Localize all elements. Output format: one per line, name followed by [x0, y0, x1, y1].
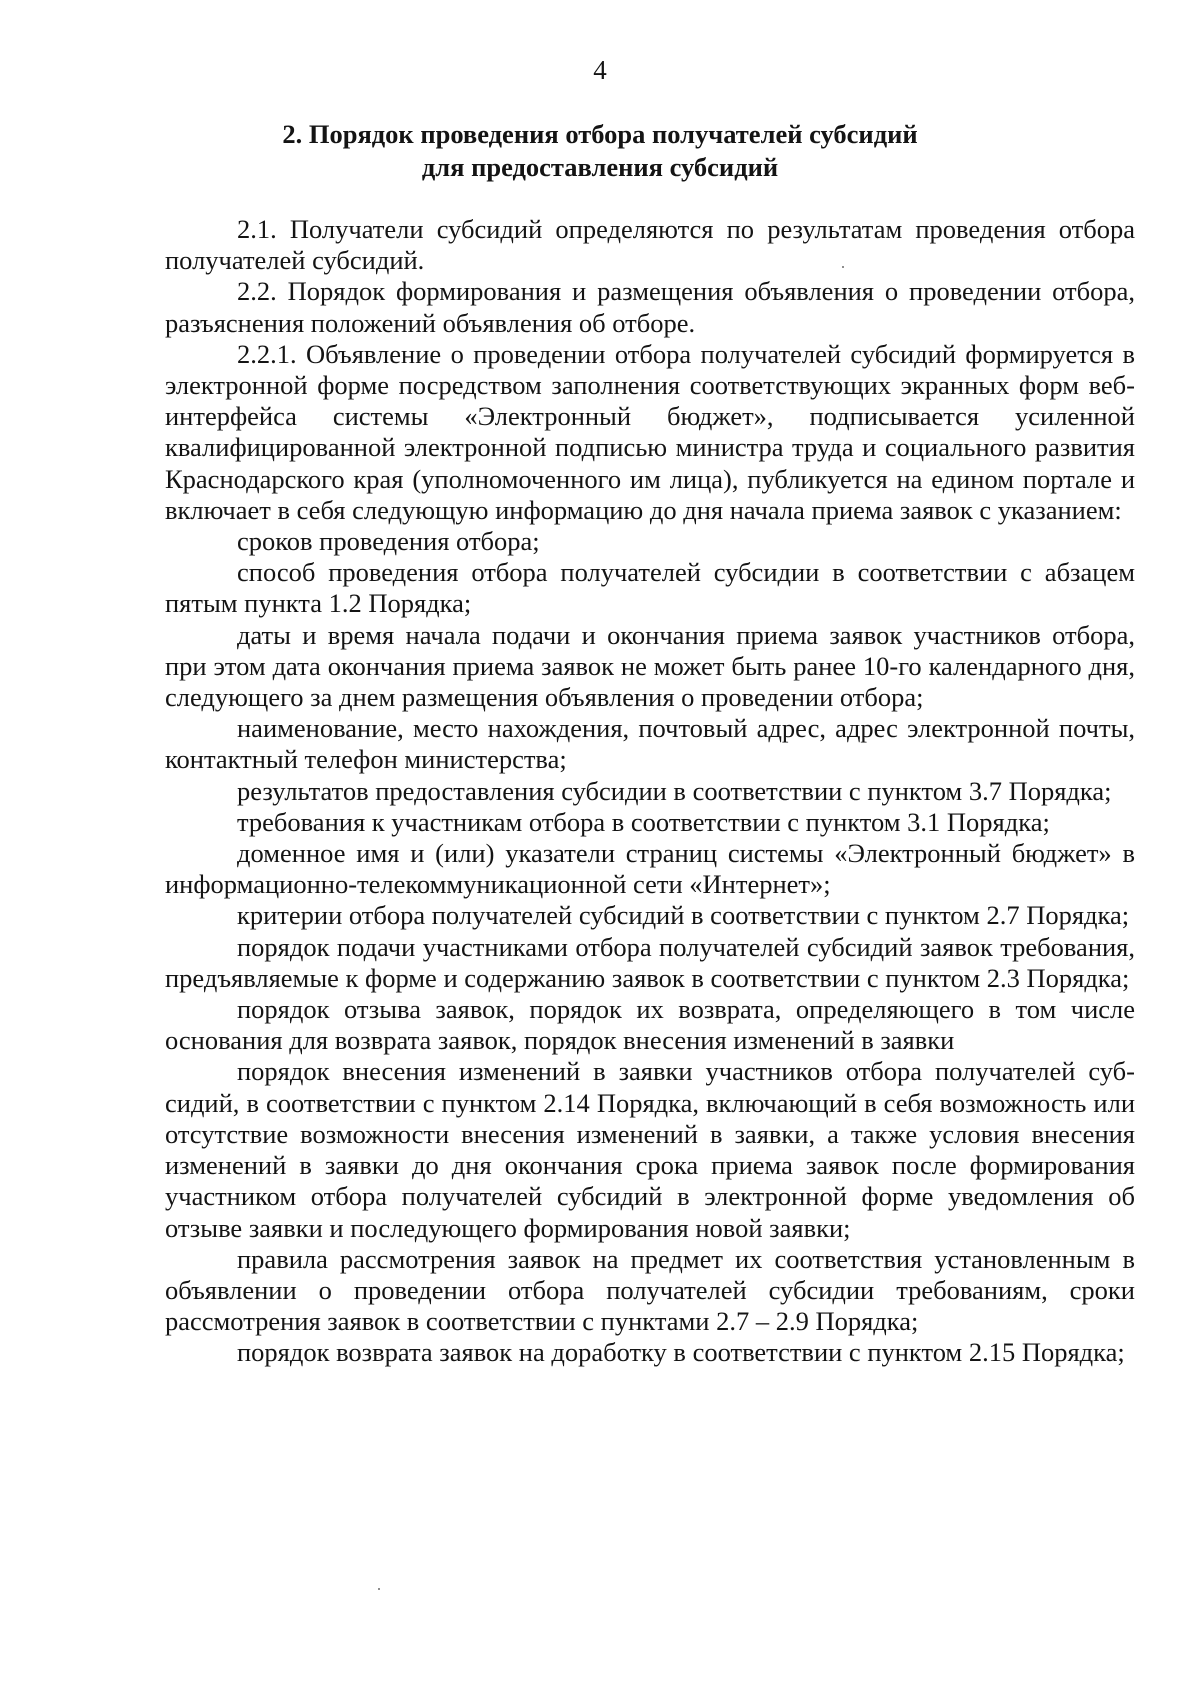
- scan-speck: [378, 1588, 380, 1590]
- list-item-return-for-revision: порядок возврата заявок на доработку в соответствии с пунктом 2.15 Порядка;: [237, 1337, 1125, 1368]
- section-heading: [150, 118, 1050, 184]
- paragraph-2-2: 2.2. Порядок формирования и размещения объявления о проведении отбора, разъяснения положений объявления об отборе.: [165, 276, 1135, 338]
- list-item-ministry-contacts: наименование, место нахождения, почтовый адрес, адрес электронной почты, контактный телефон министерства;: [165, 713, 1135, 775]
- list-item-dates: даты и время начала подачи и окончания приема заявок участников отбора, при этом дата окончания приема заявок не может быть ранее 10-го календарного дня, следующего за днем размещения объявления о проведении отбора;: [165, 619, 1135, 713]
- list-item-selection-criteria: критерии отбора получателей субсидий в соответствии с пунктом 2.7 Порядка;: [237, 900, 1130, 931]
- list-item-selection-method: способ проведения отбора получателей субсидии в соответствии с абзацем пятым пункта 1.2 Порядка;: [165, 557, 1135, 619]
- list-item-application-submission: порядок подачи участниками отбора получателей субсидий заявок требования, предъявляемые к форме и содержанию заявок в соответствии с пунктом 2.3 Порядка;: [165, 931, 1135, 993]
- list-item-domain-name: доменное имя и (или) указатели страниц системы «Электронный бюджет» в информационно-телекоммуникационной сети «Интернет»;: [165, 838, 1135, 900]
- list-item-application-changes: порядок внесения изменений в заявки участников отбора получателей субсидий, в соответствии с пунктом 2.14 Порядка, включающий в себя возможность или отсутствие возможности внесения изменений в заявки, а также условия внесения изменений в заявки до дня окончания срока приема заявок после формирования участником отбора получателей субсидий в электронной форме уведомления об отзыве заявки и последующего формирования новой заявки;: [165, 1056, 1135, 1243]
- list-item-subsidy-results: результатов предоставления субсидии в соответствии с пунктом 3.7 Порядка;: [237, 775, 1112, 806]
- document-body: [165, 214, 1135, 1369]
- list-item-application-withdrawal: порядок отзыва заявок, порядок их возврата, определяющего в том числе основания для возврата заявок, порядок внесения изменений в заявки: [165, 994, 1135, 1056]
- paragraph-2-2-1: 2.2.1. Объявление о проведении отбора получателей субсидий формируется в электронной форме посредством заполнения соответствующих экранных форм веб-интерфейса системы «Электронный бюджет», подписывается усиленной квалифицированной электронной подписью министра труда и социального развития Краснодарского края (уполномоченного им лица), публикуется на едином портале и включает в себя следующую информацию до дня начала приема заявок с указанием:: [165, 338, 1135, 525]
- list-item-terms: сроков проведения отбора;: [237, 526, 540, 557]
- list-item-review-rules: правила рассмотрения заявок на предмет их соответствия установленным в объявлении о проведении отбора получателей субсидии требованиям, сроки рассмотрения заявок в соответствии с пунктами 2.7 – 2.9 Порядка;: [165, 1243, 1135, 1337]
- section-heading-line-2: для предоставления субсидий: [421, 152, 779, 182]
- scan-speck: [842, 266, 844, 268]
- section-heading-line-1: 2. Порядок проведения отбора получателей субсидий: [282, 119, 918, 149]
- paragraph-2-1: 2.1. Получатели субсидий определяются по результатам проведения отбора получателей субсидий.: [165, 214, 1135, 276]
- list-item-participant-requirements: требования к участникам отбора в соответствии с пунктом 3.1 Порядка;: [237, 806, 1050, 837]
- page-number: 4: [593, 55, 607, 85]
